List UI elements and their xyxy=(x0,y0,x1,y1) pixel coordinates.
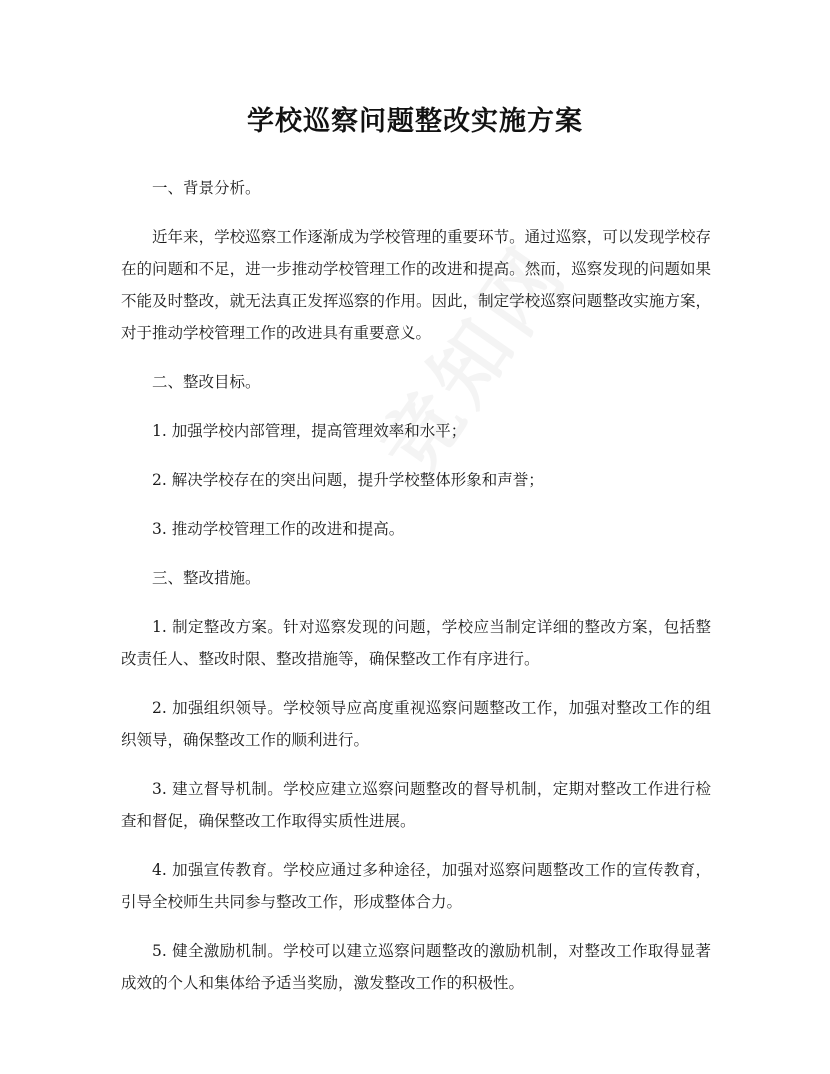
goal-item-1: 1. 加强学校内部管理，提高管理效率和水平； xyxy=(152,422,467,440)
paragraph-background: 近年来，学校巡察工作逐渐成为学校管理的重要环节。通过巡察，可以发现学校存在的问题和不足，进一步推动学校管理工作的改进和提高。然而，巡察发现的问题如果不能及时整改，就无法真正发挥巡察的作用。因此，制定学校巡察问题整改实施方案，对于推动学校管理工作的改进具有重要意义。 xyxy=(121,228,711,342)
document-title: 学校巡察问题整改实施方案 xyxy=(247,106,583,137)
measure-item-1: 1. 制定整改方案。针对巡察发现的问题，学校应当制定详细的整改方案，包括整改责任人、整改时限、整改措施等，确保整改工作有序进行。 xyxy=(121,618,711,668)
measure-item-3: 3. 建立督导机制。学校应建立巡察问题整改的督导机制，定期对整改工作进行检查和督促，确保整改工作取得实质性进展。 xyxy=(121,780,711,830)
goal-item-3: 3. 推动学校管理工作的改进和提高。 xyxy=(152,520,405,538)
goal-item-2: 2. 解决学校存在的突出问题，提升学校整体形象和声誉； xyxy=(152,471,544,489)
document-body xyxy=(121,172,711,1016)
measure-item-4: 4. 加强宣传教育。学校应通过多种途径，加强对巡察问题整改工作的宣传教育，引导全校师生共同参与整改工作，形成整体合力。 xyxy=(121,861,711,911)
section-heading-measures: 三、整改措施。 xyxy=(152,569,261,587)
section-heading-goals: 二、整改目标。 xyxy=(152,373,261,391)
measure-item-5: 5. 健全激励机制。学校可以建立巡察问题整改的激励机制，对整改工作取得显著成效的个人和集体给予适当奖励，激发整改工作的积极性。 xyxy=(121,942,711,992)
measure-item-2: 2. 加强组织领导。学校领导应高度重视巡察问题整改工作，加强对整改工作的组织领导，确保整改工作的顺利进行。 xyxy=(121,699,711,749)
section-heading-background: 一、背景分析。 xyxy=(152,179,261,197)
